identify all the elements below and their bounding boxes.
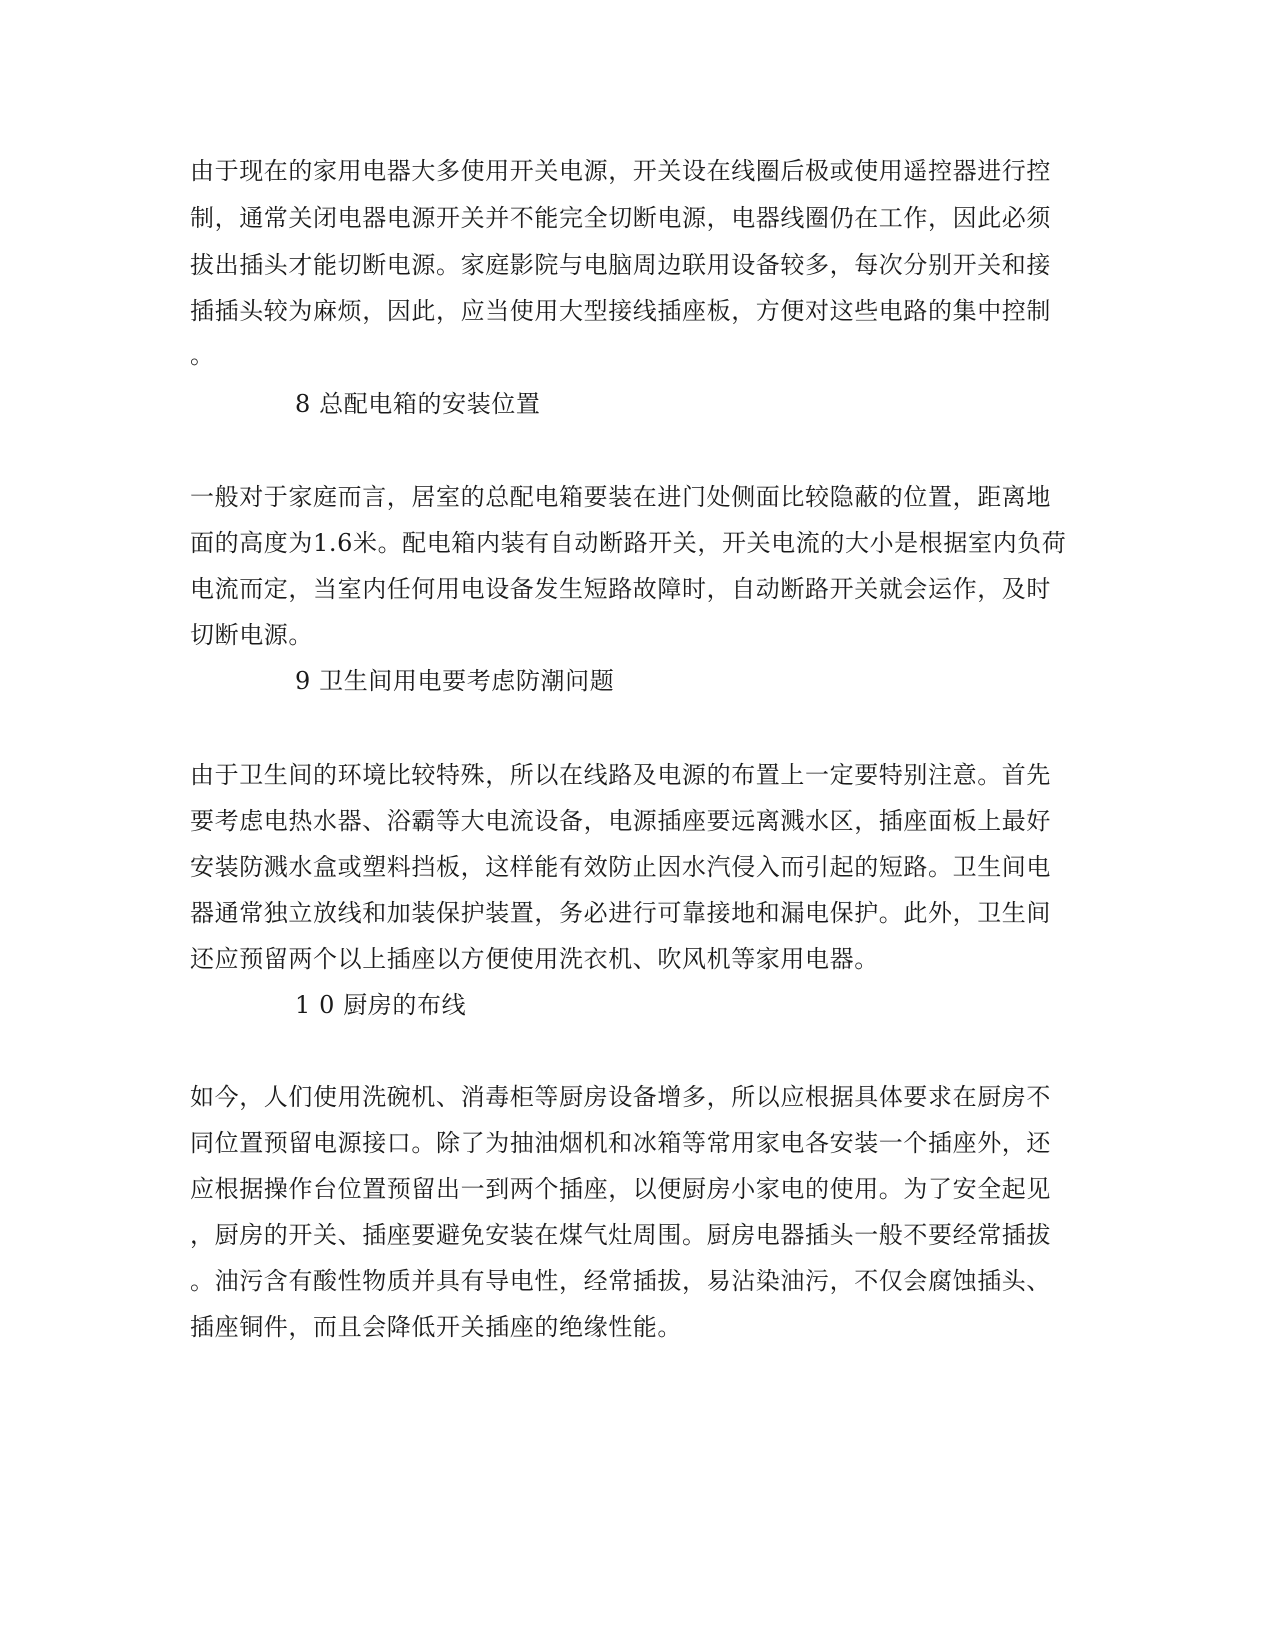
paragraph-line: 插座铜件，而且会降低开关插座的绝缘性能。 [190, 1313, 682, 1341]
paragraph-line: 插插头较为麻烦，因此，应当使用大型接线插座板，方便对这些电路的集中控制 [190, 297, 1051, 325]
paragraph-line: 由于卫生间的环境比较特殊，所以在线路及电源的布置上一定要特别注意。首先 [190, 761, 1051, 789]
paragraph-line: 要考虑电热水器、浴霸等大电流设备，电源插座要远离溅水区，插座面板上最好 [190, 807, 1051, 835]
paragraph-line: 同位置预留电源接口。除了为抽油烟机和冰箱等常用家电各安装一个插座外，还 [190, 1129, 1051, 1157]
paragraph-line: 制，通常关闭电器电源开关并不能完全切断电源，电器线圈仍在工作，因此必须 [190, 204, 1051, 232]
paragraph-line: 面的高度为1.6米。配电箱内装有自动断路开关，开关电流的大小是根据室内负荷 [190, 529, 1067, 557]
paragraph-line: 电流而定，当室内任何用电设备发生短路故障时，自动断路开关就会运作，及时 [190, 575, 1051, 603]
paragraph-line: ，厨房的开关、插座要避免安装在煤气灶周围。厨房电器插头一般不要经常插拔 [190, 1221, 1051, 1249]
paragraph-line: 切断电源。 [190, 621, 313, 649]
section-heading: 1 0 厨房的布线 [295, 991, 467, 1019]
paragraph-line: 如今，人们使用洗碗机、消毒柜等厨房设备增多，所以应根据具体要求在厨房不 [190, 1083, 1051, 1111]
paragraph-line: 。油污含有酸性物质并具有导电性，经常插拔，易沾染油污，不仅会腐蚀插头、 [190, 1267, 1051, 1295]
section-heading: 8 总配电箱的安装位置 [295, 390, 541, 418]
paragraph-line: 拔出插头才能切断电源。家庭影院与电脑周边联用设备较多，每次分别开关和接 [190, 251, 1051, 279]
paragraph-line: 。 [190, 341, 215, 369]
paragraph-line: 还应预留两个以上插座以方便使用洗衣机、吹风机等家用电器。 [190, 945, 879, 973]
paragraph-line: 安装防溅水盒或塑料挡板，这样能有效防止因水汽侵入而引起的短路。卫生间电 [190, 853, 1051, 881]
paragraph-line: 应根据操作台位置预留出一到两个插座，以便厨房小家电的使用。为了安全起见 [190, 1175, 1051, 1203]
paragraph-line: 一般对于家庭而言，居室的总配电箱要装在进门处侧面比较隐蔽的位置，距离地 [190, 483, 1051, 511]
paragraph-line: 器通常独立放线和加装保护装置，务必进行可靠接地和漏电保护。此外，卫生间 [190, 899, 1051, 927]
paragraph-line: 由于现在的家用电器大多使用开关电源，开关设在线圈后极或使用遥控器进行控 [190, 157, 1051, 185]
section-heading: 9 卫生间用电要考虑防潮问题 [295, 667, 615, 695]
